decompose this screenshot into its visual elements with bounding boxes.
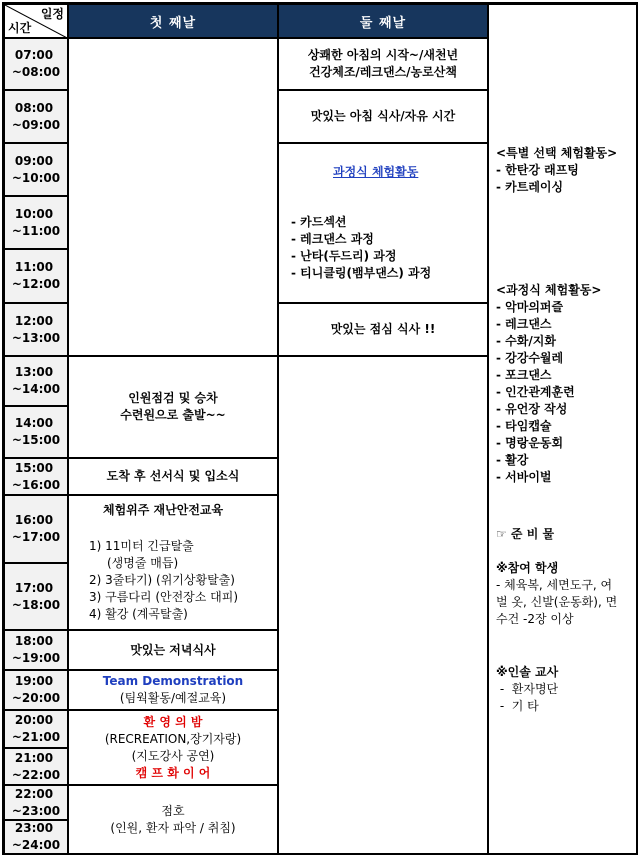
time-start: 07:00: [14, 48, 54, 62]
time-end: ~18:00: [11, 597, 61, 612]
safety-item: 4) 활강 (계곡탈출): [89, 607, 188, 621]
program-items: [291, 214, 431, 282]
time-slot: [4, 249, 68, 303]
safety-item: (생명줄 매듭): [107, 556, 179, 570]
safety-item: 1) 11미터 긴급탈출: [89, 539, 194, 553]
day1-header: 첫 째날: [68, 4, 278, 38]
day2-program: [278, 143, 488, 303]
day2-header: 둘 째날: [278, 4, 488, 38]
side-program-item: - 수화/지화: [496, 334, 556, 348]
time-start: 16:00: [14, 513, 54, 527]
side-program-item: - 명랑운동회: [496, 436, 564, 450]
team-sub: (팀웍활동/예절교육): [119, 691, 227, 705]
corner-label-bottom: 시간: [8, 21, 32, 35]
depart-line-1: 인원점검 및 승차: [128, 391, 218, 405]
day1-dinner: [68, 630, 278, 670]
program-title-link[interactable]: 과정식 체험활동: [333, 165, 419, 179]
side-program-item: - 서바이벌: [496, 470, 552, 484]
side-program-item: - 유언장 작성: [496, 402, 568, 416]
time-start: 23:00: [14, 821, 54, 835]
side-students: [496, 560, 617, 628]
time-slot: [4, 710, 68, 748]
dinner-text: 맛있는 저녁식사: [130, 642, 216, 657]
side-special: [496, 145, 617, 196]
side-program-item: - 악마의퍼즐: [496, 300, 564, 314]
morning-line-2: 건강체조/레크댄스/농로산책: [309, 65, 457, 79]
side-teacher: [496, 664, 558, 715]
night-sub-1: (RECREATION,장기자랑): [104, 731, 242, 746]
special-item: - 카트레이싱: [496, 180, 564, 194]
rollcall-title: 점호: [161, 803, 185, 818]
time-slot: [4, 495, 68, 563]
time-slot: [4, 785, 68, 820]
side-program-item: - 레크댄스: [496, 317, 552, 331]
time-end: ~19:00: [11, 651, 61, 665]
lunch-text: 맛있는 점심 식사 !!: [330, 322, 436, 336]
time-end: ~22:00: [11, 767, 61, 782]
time-end: ~13:00: [11, 330, 61, 345]
teacher-title: ※인솔 교사: [496, 665, 559, 679]
day1-rollcall: [68, 785, 278, 854]
time-end: ~20:00: [11, 691, 61, 705]
day2-breakfast: [278, 90, 488, 143]
side-program-item: - 강강수월레: [496, 351, 564, 365]
time-end: ~16:00: [11, 477, 61, 492]
safety-items: [89, 538, 238, 623]
time-start: 11:00: [14, 260, 54, 274]
time-start: 14:00: [14, 416, 54, 430]
time-end: ~14:00: [11, 382, 61, 396]
time-slot: [4, 563, 68, 630]
side-program-item: - 인간관계훈련: [496, 385, 575, 399]
side-program-item: - 타임캡슐: [496, 419, 552, 433]
time-end: ~09:00: [11, 117, 61, 132]
time-start: 20:00: [14, 713, 54, 727]
team-title: Team Demonstration: [102, 674, 244, 688]
students-line: - 체육복, 세면도구, 여: [496, 578, 613, 592]
students-title: ※참여 학생: [496, 561, 559, 575]
day2-morning: [278, 38, 488, 90]
safety-item: 2) 3줄타기) (위기상황탈출): [89, 573, 235, 587]
time-slot: [4, 458, 68, 495]
side-program: [496, 282, 601, 486]
time-slot: [4, 820, 68, 854]
time-end: ~12:00: [11, 277, 61, 291]
time-end: ~08:00: [11, 65, 61, 79]
time-end: ~24:00: [11, 838, 61, 852]
corner-label-top: 일정: [40, 7, 64, 21]
time-slot: [4, 356, 68, 406]
night-title: 환 영 의 밤: [143, 714, 203, 729]
safety-title: 체험위주 재난안전교육: [103, 503, 224, 517]
time-start: 22:00: [14, 786, 54, 801]
time-end: ~17:00: [11, 530, 61, 544]
time-slot: [4, 670, 68, 710]
rollcall-sub: (인원, 환자 파악 / 취침): [110, 820, 236, 835]
time-slot: [4, 90, 68, 143]
side-program-title: <과정식 체험활동>: [496, 283, 602, 297]
special-item: - 한탄강 래프팅: [496, 163, 579, 177]
day1-arrive: [68, 458, 278, 495]
prep-title: ☞ 준 비 물: [496, 527, 555, 541]
time-slot: [4, 630, 68, 670]
program-item: - 카드섹션: [291, 215, 347, 229]
safety-item: 3) 구름다리 (안전장소 대피): [89, 590, 239, 604]
time-start: 18:00: [14, 634, 54, 648]
morning-line-1: 상쾌한 아침의 시작~/새천년: [307, 48, 459, 62]
time-start: 09:00: [14, 153, 54, 168]
time-slot: [4, 748, 68, 785]
time-end: ~11:00: [11, 223, 61, 238]
program-item: - 난타(두드리) 과정: [291, 249, 397, 263]
students-line: 벌 옷, 신발(운동화), 면: [496, 595, 618, 609]
time-start: 17:00: [14, 580, 54, 595]
time-slot: [4, 303, 68, 356]
time-start: 10:00: [14, 206, 54, 221]
time-start: 13:00: [14, 365, 54, 379]
time-start: 12:00: [14, 313, 54, 328]
corner-header: [4, 4, 68, 38]
day2-lunch: [278, 303, 488, 356]
program-item: - 티니클링(뱀부댄스) 과정: [291, 266, 432, 280]
time-start: 08:00: [14, 100, 54, 115]
day1-empty-block: [68, 38, 278, 356]
time-end: ~21:00: [11, 730, 61, 744]
students-line: 수건 -2장 이상: [496, 612, 574, 626]
program-item: - 레크댄스 과정: [291, 232, 374, 246]
teacher-item: - 환자명단: [496, 682, 559, 696]
depart-line-2: 수련원으로 출발~~: [120, 408, 226, 422]
side-program-item: - 활강: [496, 453, 529, 467]
special-title: <특별 선택 체험활동>: [496, 146, 618, 160]
time-end: ~10:00: [11, 170, 61, 185]
time-end: ~15:00: [11, 433, 61, 447]
time-slot: [4, 406, 68, 458]
time-slot: [4, 196, 68, 249]
side-program-item: - 포크댄스: [496, 368, 552, 382]
day1-night: [68, 710, 278, 785]
time-slot: [4, 38, 68, 90]
day1-team: [68, 670, 278, 710]
time-start: 21:00: [14, 750, 54, 765]
day1-safety: [68, 495, 278, 630]
time-end: ~23:00: [11, 803, 61, 818]
day2-empty-block: [278, 356, 488, 854]
time-start: 19:00: [14, 674, 54, 688]
time-start: 15:00: [14, 460, 54, 475]
arrive-text: 도착 후 선서식 및 입소식: [106, 469, 240, 483]
teacher-item: - 기 타: [496, 699, 539, 713]
time-slot: [4, 143, 68, 196]
day1-depart: [68, 356, 278, 458]
campfire-title: 캠 프 화 이 어: [135, 765, 211, 780]
breakfast-text: 맛있는 아침 식사/자유 시간: [310, 109, 456, 123]
night-sub-2: (지도강사 공연): [131, 748, 215, 763]
